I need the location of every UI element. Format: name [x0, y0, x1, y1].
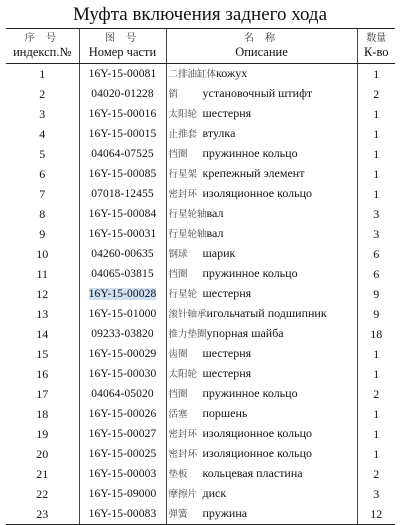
row-quantity: 18	[357, 324, 395, 344]
row-description	[166, 444, 357, 464]
part-number-text: 16Y-15-09000	[88, 488, 157, 500]
description-ru: шестерня	[202, 286, 252, 300]
description-ru: установочный штифт	[202, 86, 313, 100]
parts-table	[6, 28, 395, 525]
row-part-number	[79, 444, 166, 464]
row-quantity: 1	[357, 424, 395, 444]
part-number-text: 16Y-15-01000	[88, 308, 157, 320]
row-description	[166, 104, 357, 124]
row-description	[166, 164, 357, 184]
description-ru: шестерня	[202, 346, 252, 360]
row-part-number	[79, 124, 166, 144]
table-row	[6, 264, 395, 284]
row-index: 21	[36, 466, 49, 481]
row-quantity: 1	[357, 184, 395, 204]
table-row	[6, 484, 395, 504]
table-row	[6, 364, 395, 384]
part-number-text: 04064-07525	[91, 148, 154, 160]
row-part-number	[79, 504, 166, 525]
row-quantity: 12	[357, 504, 395, 525]
description-ru: пружина	[202, 506, 248, 520]
table-row	[6, 384, 395, 404]
row-index: 9	[39, 226, 46, 241]
description-zh: 行星轮轴	[168, 209, 207, 220]
row-part-number	[79, 64, 166, 85]
row-quantity: 1	[357, 364, 395, 384]
row-part-number	[79, 104, 166, 124]
row-quantity: 9	[357, 284, 395, 304]
description-zh: 太阳轮	[168, 369, 198, 380]
description-zh: 密封环	[168, 189, 198, 200]
table-row	[6, 284, 395, 304]
table-row	[6, 324, 395, 344]
row-index: 3	[39, 106, 46, 121]
table-row	[6, 164, 395, 184]
description-ru: крепежный элемент	[202, 166, 305, 180]
description-ru: изоляционное кольцо	[202, 446, 313, 460]
description-zh: 挡圈	[168, 389, 188, 400]
description-ru: втулка	[202, 126, 236, 140]
row-index: 11	[36, 266, 49, 281]
row-quantity: 1	[357, 164, 395, 184]
description-ru: упорная шайба	[206, 326, 284, 340]
row-quantity: 1	[357, 104, 395, 124]
table-row	[6, 244, 395, 264]
table-row	[6, 84, 395, 104]
row-part-number	[79, 384, 166, 404]
row-quantity: 1	[357, 64, 395, 85]
description-ru: изоляционное кольцо	[202, 426, 313, 440]
header-quantity-ru: К-во	[363, 45, 389, 59]
description-zh: 钢球	[168, 249, 188, 260]
row-index: 19	[36, 426, 49, 441]
description-zh: 太阳轮	[168, 109, 198, 120]
row-part-number	[79, 324, 166, 344]
description-ru: шарик	[202, 246, 236, 260]
description-ru: изоляционное кольцо	[202, 186, 313, 200]
description-ru: поршень	[202, 406, 248, 420]
description-zh: 弹簧	[168, 509, 188, 520]
part-number-text: 16Y-15-00025	[88, 448, 157, 460]
row-description	[166, 384, 357, 404]
row-index: 23	[6, 504, 79, 525]
row-description	[166, 424, 357, 444]
row-description	[166, 324, 357, 344]
header-part-ru: Номер части	[88, 45, 157, 59]
row-description	[166, 484, 357, 504]
row-quantity: 3	[357, 484, 395, 504]
row-part-number	[79, 484, 166, 504]
description-ru: вал	[206, 226, 224, 240]
part-number-text: 16Y-15-00083	[88, 508, 157, 520]
row-description	[166, 184, 357, 204]
table-header	[6, 29, 395, 64]
row-part-number	[79, 184, 166, 204]
table-row	[6, 424, 395, 444]
row-index: 22	[36, 486, 49, 501]
row-quantity: 2	[357, 84, 395, 104]
row-part-number	[79, 364, 166, 384]
header-part	[79, 29, 166, 64]
row-index: 1	[39, 66, 46, 81]
header-description	[166, 29, 357, 64]
row-index: 15	[36, 346, 49, 361]
row-quantity: 1	[357, 444, 395, 464]
header-index-zh: 序 号	[24, 33, 60, 44]
row-description	[166, 204, 357, 224]
table-row	[6, 504, 395, 525]
description-zh: 二排油缸体	[168, 69, 217, 80]
description-zh: 推力垫圈	[168, 329, 207, 340]
header-index-ru: индексп.№	[13, 45, 72, 59]
row-index: 6	[39, 166, 46, 181]
row-description	[166, 344, 357, 364]
table-body	[6, 64, 395, 525]
part-number-text: 16Y-15-00015	[88, 128, 157, 140]
row-description	[166, 144, 357, 164]
description-zh: 摩擦片	[168, 489, 198, 500]
part-number-text: 16Y-15-00030	[88, 368, 157, 380]
part-number-text: 16Y-15-00081	[88, 68, 157, 80]
row-description	[166, 464, 357, 484]
row-index: 12	[36, 286, 49, 301]
row-description	[166, 84, 357, 104]
row-description	[166, 244, 357, 264]
row-quantity: 2	[357, 384, 395, 404]
table-row	[6, 124, 395, 144]
row-index: 13	[36, 306, 49, 321]
description-zh: 止推套	[168, 129, 198, 140]
table-row	[6, 204, 395, 224]
part-number-text: 16Y-15-00016	[88, 108, 157, 120]
row-description	[166, 504, 357, 525]
table-row	[6, 304, 395, 324]
description-zh: 垫板	[168, 469, 188, 480]
row-index: 5	[39, 146, 46, 161]
header-part-zh: 图 号	[104, 33, 141, 44]
row-quantity: 6	[357, 244, 395, 264]
row-part-number	[79, 224, 166, 244]
row-description	[166, 224, 357, 244]
row-index: 14	[36, 326, 49, 341]
description-ru: пружинное кольцо	[202, 266, 298, 280]
part-number-text: 16Y-15-00003	[88, 468, 157, 480]
part-number-text: 04020-01228	[91, 88, 154, 100]
row-part-number	[79, 244, 166, 264]
header-description-zh: 名 称	[243, 33, 280, 44]
row-description	[166, 304, 357, 324]
row-part-number	[79, 284, 166, 304]
table-row	[6, 464, 395, 484]
description-zh: 密封环	[168, 449, 198, 460]
part-number-text: 16Y-15-00031	[88, 228, 157, 240]
row-quantity: 3	[357, 224, 395, 244]
table-row	[6, 404, 395, 424]
row-quantity: 1	[357, 144, 395, 164]
part-number-text: 16Y-15-00085	[88, 168, 157, 180]
description-ru: шестерня	[202, 106, 252, 120]
description-zh: 挡圈	[168, 149, 188, 160]
row-quantity: 2	[357, 464, 395, 484]
row-description	[166, 404, 357, 424]
row-description	[166, 364, 357, 384]
table-row	[6, 64, 395, 85]
table-row	[6, 104, 395, 124]
description-zh: 滚针轴承	[168, 309, 207, 320]
row-index: 8	[39, 206, 46, 221]
description-ru: кожух	[216, 66, 248, 80]
row-description	[166, 124, 357, 144]
part-number-text: 16Y-15-00027	[88, 428, 157, 440]
row-quantity: 1	[357, 404, 395, 424]
description-zh: 挡圈	[168, 269, 188, 280]
row-description	[166, 284, 357, 304]
description-zh: 销	[168, 89, 179, 100]
row-part-number	[79, 464, 166, 484]
description-ru: шестерня	[202, 366, 252, 380]
part-number-text: 16Y-15-00028	[88, 288, 157, 300]
row-index: 7	[39, 186, 46, 201]
row-part-number	[79, 344, 166, 364]
description-ru: пружинное кольцо	[202, 386, 298, 400]
row-quantity: 3	[357, 204, 395, 224]
row-part-number	[79, 204, 166, 224]
row-index: 2	[39, 86, 46, 101]
description-ru: пружинное кольцо	[202, 146, 298, 160]
description-zh: 行星轮	[168, 289, 198, 300]
part-number-text: 16Y-15-00026	[88, 408, 157, 420]
table-row	[6, 444, 395, 464]
part-number-text: 16Y-15-00029	[88, 348, 157, 360]
description-zh: 行星架	[168, 169, 198, 180]
row-quantity: 1	[357, 124, 395, 144]
description-ru: вал	[206, 206, 224, 220]
row-index: 20	[36, 446, 49, 461]
row-description	[166, 64, 357, 85]
part-number-text: 04065-03815	[91, 268, 154, 280]
part-number-text: 09233-03820	[91, 328, 154, 340]
row-index: 10	[36, 246, 49, 261]
table-row	[6, 144, 395, 164]
description-zh: 行星轮轴	[168, 229, 207, 240]
table-row	[6, 344, 395, 364]
row-index: 18	[36, 406, 49, 421]
row-index: 17	[36, 386, 49, 401]
document-title: Муфта включения заднего хода	[72, 4, 328, 25]
header-quantity-zh: 数量	[366, 33, 387, 44]
description-ru: кольцевая пластина	[202, 466, 303, 480]
description-zh: 活塞	[168, 409, 188, 420]
part-number-text: 04064-05020	[91, 388, 154, 400]
table-row	[6, 184, 395, 204]
description-zh: 齿圈	[168, 349, 188, 360]
row-quantity: 6	[357, 264, 395, 284]
row-index: 16	[36, 366, 49, 381]
part-number-text: 07018-12455	[91, 188, 154, 200]
description-ru: игольчатый подшипник	[206, 306, 327, 320]
part-number-text: 04260-00635	[91, 248, 154, 260]
part-number-text: 16Y-15-00084	[88, 208, 157, 220]
description-ru: диск	[202, 486, 227, 500]
row-quantity: 9	[357, 304, 395, 324]
row-quantity: 1	[357, 344, 395, 364]
row-part-number	[79, 84, 166, 104]
row-part-number	[79, 424, 166, 444]
row-part-number	[79, 264, 166, 284]
row-description	[166, 264, 357, 284]
header-index	[6, 29, 79, 64]
table-row	[6, 224, 395, 244]
row-part-number	[79, 304, 166, 324]
header-description-ru: Описание	[235, 45, 288, 59]
row-part-number	[79, 144, 166, 164]
header-quantity	[357, 29, 395, 64]
description-zh: 密封环	[168, 429, 198, 440]
row-index: 4	[39, 126, 46, 141]
row-part-number	[79, 404, 166, 424]
row-part-number	[79, 164, 166, 184]
